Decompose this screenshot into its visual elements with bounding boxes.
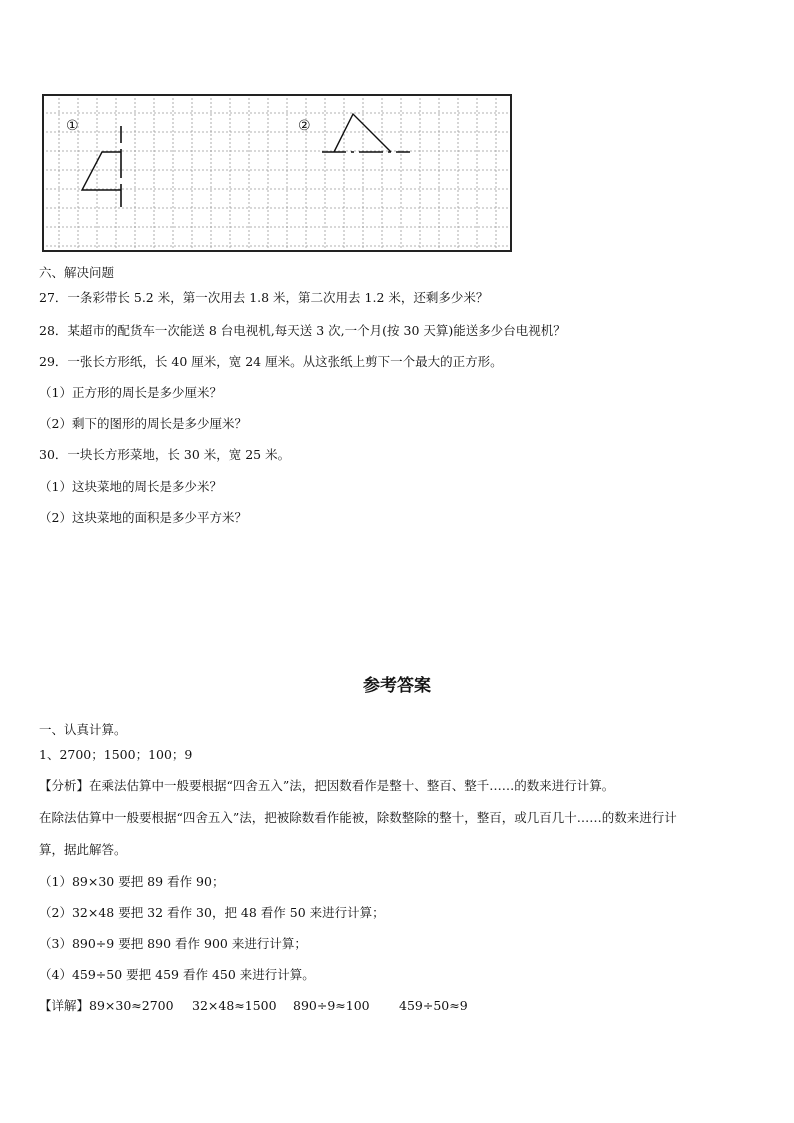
section-heading-6: 六、解决问题: [39, 265, 115, 280]
figure-label-1: ①: [66, 118, 79, 134]
analysis-point-1: （1）89×30 要把 89 看作 90；: [39, 874, 225, 889]
answers-section-1: 一、认真计算。: [39, 722, 127, 737]
detail-item-3: 890÷9≈100: [293, 998, 370, 1013]
question-29-part-2: （2）剩下的图形的周长是多少厘米？: [39, 416, 247, 431]
detail-line: [39, 998, 468, 1014]
half-shape-2: [334, 114, 391, 152]
grid-lines: [42, 94, 512, 252]
question-29: 29．一张长方形纸，长 40 厘米，宽 24 厘米。从这张纸上剪下一个最大的正方形。: [39, 354, 503, 369]
question-29-part-1: （1）正方形的周长是多少厘米？: [39, 385, 222, 400]
detail-item-2: 32×48≈1500: [192, 998, 277, 1013]
answers-title: 参考答案: [363, 676, 431, 696]
analysis-line-1: 【分析】在乘法估算中一般要根据“四舍五入”法，把因数看作是整十、整百、整千……的数来进行计算。: [39, 778, 615, 793]
detail-item-4: 459÷50≈9: [399, 998, 468, 1013]
detail-label: 【详解】: [39, 998, 90, 1013]
question-28: 28．某超市的配货车一次能送 8 台电视机,每天送 3 次,一个月(按 30 天算)能送多少台电视机？: [39, 323, 566, 338]
question-30: 30．一块长方形菜地，长 30 米，宽 25 米。: [39, 447, 291, 462]
detail-item-1: 89×30≈2700: [89, 998, 174, 1013]
analysis-point-3: （3）890÷9 要把 890 看作 900 来进行计算；: [39, 936, 307, 951]
question-30-part-1: （1）这块菜地的周长是多少米？: [39, 479, 222, 494]
analysis-line-2: 在除法估算中一般要根据“四舍五入”法，把被除数看作能被，除数整除的整十，整百，或几百几十……的数来进行计: [39, 810, 677, 825]
question-30-part-2: （2）这块菜地的面积是多少平方米？: [39, 510, 247, 525]
analysis-point-4: （4）459÷50 要把 459 看作 450 来进行计算。: [39, 967, 315, 982]
analysis-line-3: 算，据此解答。: [39, 842, 127, 857]
figure-label-2: ②: [298, 118, 311, 134]
question-27: 27．一条彩带长 5.2 米，第一次用去 1.8 米，第二次用去 1.2 米，还剩多少米？: [39, 290, 489, 305]
grid-border: [43, 95, 511, 251]
half-shape-1: [82, 152, 121, 190]
analysis-point-2: （2）32×48 要把 32 看作 30，把 48 看作 50 来进行计算；: [39, 905, 385, 920]
answer-1: 1、2700；1500；100；9: [39, 747, 193, 762]
grid-figure: [42, 94, 512, 252]
